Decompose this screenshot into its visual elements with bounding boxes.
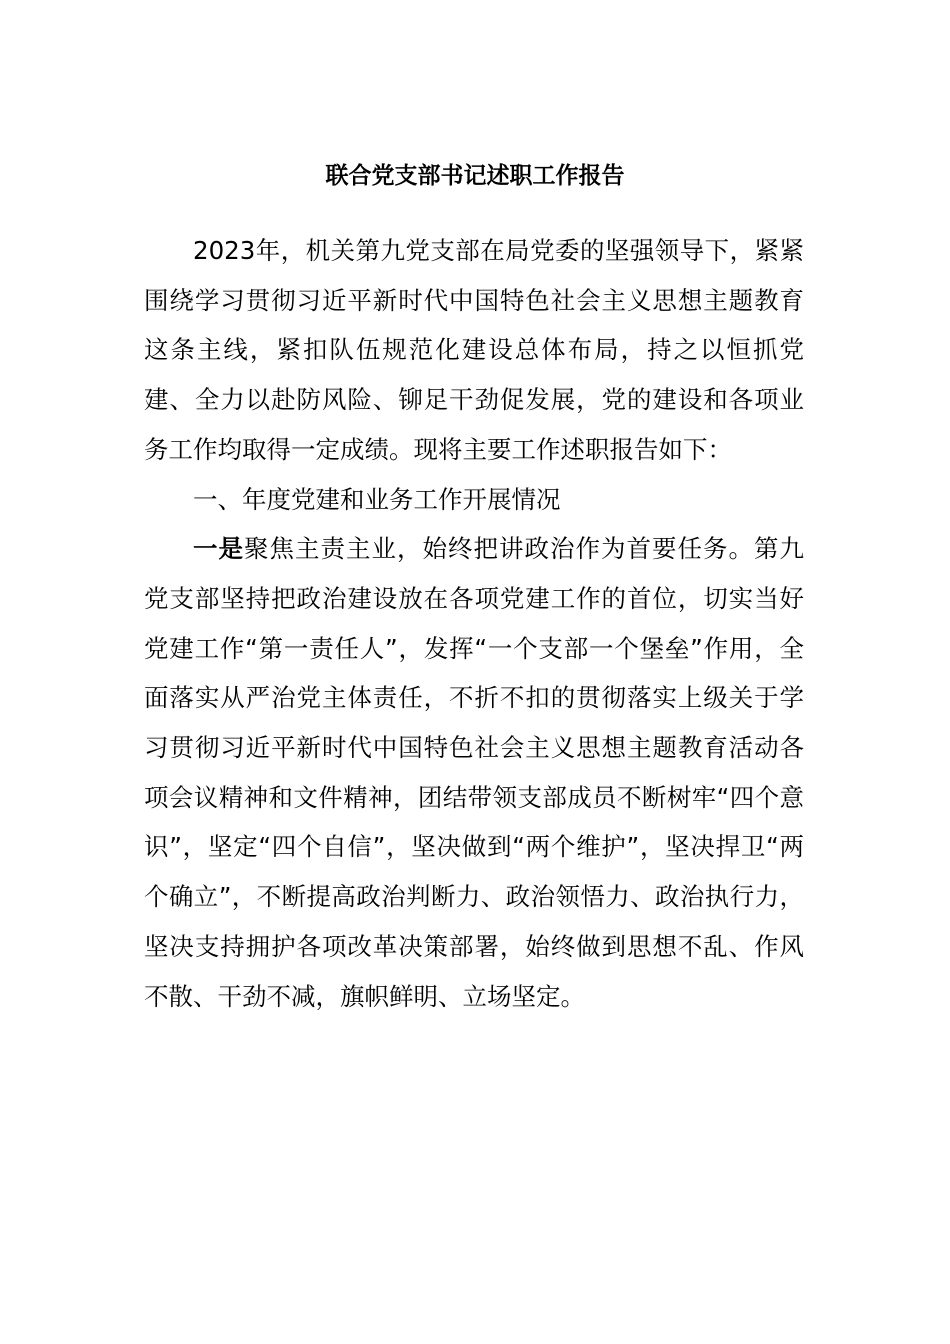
document-body — [144, 226, 804, 1021]
point-one-paragraph — [144, 524, 804, 1021]
section-heading: 一、年度党建和业务工作开展情况 — [193, 484, 561, 514]
point-one-text: 聚焦主责主业，始终把讲政治作为首要任务。第九党支部坚持把政治建设放在各项党建工作的首位，切实当好党建工作“第一责任人”，发挥“一个支部一个堡垒”作用，全面落实从严治党主体责任，不折不扣的贯彻落实上级关于学习贯彻习近平新时代中国特色社会主义思想主题教育活动各项会议精神和文件精神，团结带领支部成员不断树牢“四个意识”，坚定“四个自信”，坚决做到“两个维护”，坚决捍卫“两个确立”，不断提高政治判断力、政治领悟力、政治执行力，坚决支持拥护各项改革决策部署，始终做到思想不乱、作风不散、干劲不减，旗帜鲜明、立场坚定。 — [144, 534, 804, 1011]
point-one-lead: 一是 — [193, 534, 244, 564]
document-title: 联合党支部书记述职工作报告 — [325, 163, 625, 189]
intro-paragraph: 2023年，机关第九党支部在局党委的坚强领导下，紧紧围绕学习贯彻习近平新时代中国特色社会主义思想主题教育这条主线，紧扣队伍规范化建设总体布局，持之以恒抓党建、全力以赴防风险、铆足干劲促发展，党的建设和各项业务工作均取得一定成绩。现将主要工作述职报告如下： — [144, 236, 804, 464]
